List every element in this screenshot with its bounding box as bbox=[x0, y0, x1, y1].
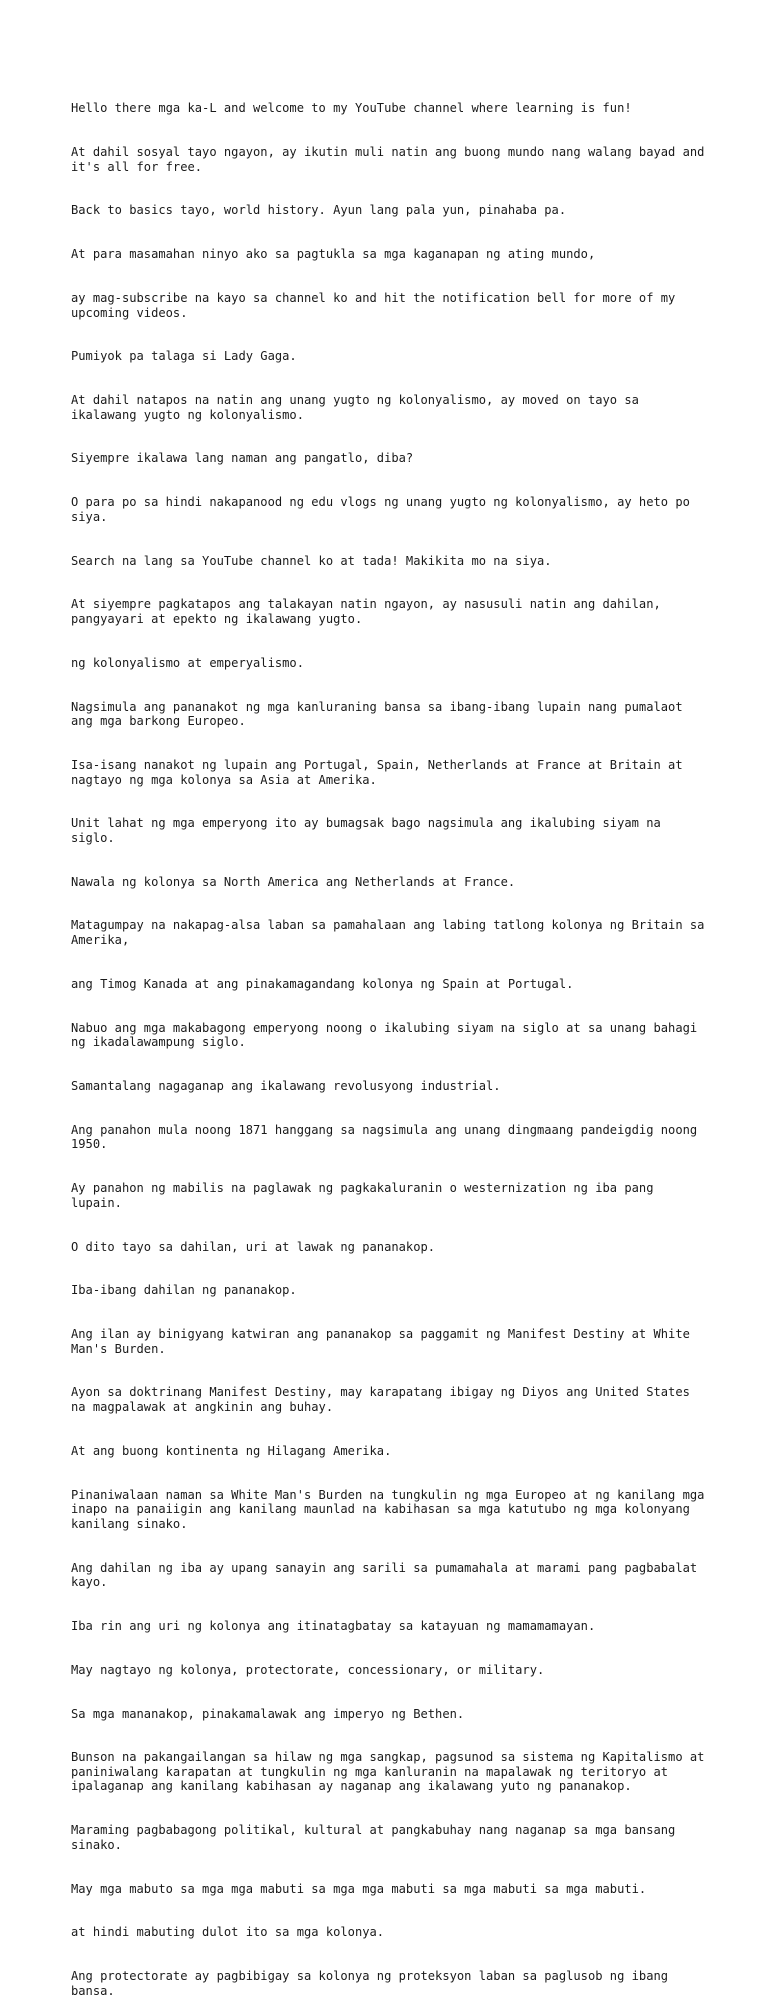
text-line: At siyempre pagkatapos ang talakayan natin ngayon, ay nasusuli natin ang dahilan, pangyayari at epekto ng ikalawang yugto. bbox=[71, 597, 669, 626]
text-line: Pumiyok pa talaga si Lady Gaga. bbox=[71, 349, 297, 364]
text-line: ay mag-subscribe na kayo sa channel ko and hit the notification bell for more of my upcoming videos. bbox=[71, 290, 683, 320]
text-line: at hindi mabuting dulot ito sa mga kolonya. bbox=[71, 1925, 385, 1940]
text-line: Sa mga mananakop, pinakamalawak ang imperyo ng Bethen. bbox=[71, 1706, 465, 1721]
text-line: Nawala ng kolonya sa North America ang Netherlands at France. bbox=[71, 874, 516, 889]
text-line: May mga mabuto sa mga mga mabuti sa mga mga mabuti sa mga mabuti sa mga mabuti. bbox=[71, 1881, 647, 1896]
text-line: ng kolonyalismo at emperyalismo. bbox=[71, 655, 304, 670]
text-line: Ang ilan ay binigyang katwiran ang pananakop sa paggamit ng Manifest Destiny at White Man's Burden. bbox=[71, 1327, 698, 1356]
text-line: Bunson na pakangailangan sa hilaw ng mga sangkap, pagsunod sa sistema ng Kapitalismo at paniniwalang karapatan at tungkulin ng mga kanluranin na mapalawak ng teritoryo at ipalaganap ang kanilang kabihasan ay naganap ang ikalawang yuto ng pananakop. bbox=[71, 1750, 712, 1794]
text-line: Iba-ibang dahilan ng pananakop. bbox=[71, 1283, 297, 1298]
text-line: Pinaniwalaan naman sa White Man's Burden na tungkulin ng mga Europeo at ng kanilang mga inapo na panaiigin ang kanilang maunlad na kabihasan sa mga katutubo ng mga kolonyang kanilang sinako. bbox=[71, 1487, 712, 1531]
document-body bbox=[71, 72, 711, 2013]
text-line: ang Timog Kanada at ang pinakamagandang kolonya ng Spain at Portugal. bbox=[71, 976, 574, 991]
text-line: Search na lang sa YouTube channel ko at tada! Makikita mo na siya. bbox=[71, 553, 552, 568]
text-line: Iba rin ang uri ng kolonya ang itinatagbatay sa katayuan ng mamamamayan. bbox=[71, 1618, 596, 1633]
text-line: Ang protectorate ay pagbibigay sa kolonya ng proteksyon laban sa paglusob ng ibang bansa. bbox=[71, 1969, 676, 1998]
text-line: At para masamahan ninyo ako sa pagtukla sa mga kaganapan ng ating mundo, bbox=[71, 247, 596, 262]
text-line: At ang buong kontinenta ng Hilagang Amerika. bbox=[71, 1443, 392, 1458]
text-line: Ay panahon ng mabilis na paglawak ng pagkakaluranin o westernization ng iba pang lupain. bbox=[71, 1181, 661, 1210]
text-line: Maraming pagbabagong politikal, kultural at pangkabuhay nang naganap sa mga bansang sinako. bbox=[71, 1823, 683, 1852]
text-line: Ang dahilan ng iba ay upang sanayin ang sarili sa pumamahala at marami pang pagbabalat kayo. bbox=[71, 1560, 705, 1590]
text-line: O dito tayo sa dahilan, uri at lawak ng pananakop. bbox=[71, 1239, 436, 1254]
text-line: May nagtayo ng kolonya, protectorate, concessionary, or military. bbox=[71, 1662, 545, 1677]
text-line: At dahil sosyal tayo ngayon, ay ikutin muli natin ang buong mundo nang walang bayad and it's all for free. bbox=[71, 144, 712, 174]
text-line: Unit lahat ng mga emperyong ito ay bumagsak bago nagsimula ang ikalubing siyam na siglo. bbox=[71, 816, 669, 845]
text-line: Samantalang nagaganap ang ikalawang revolusyong industrial. bbox=[71, 1078, 501, 1093]
text-line: Siyempre ikalawa lang naman ang pangatlo, diba? bbox=[71, 451, 414, 466]
text-line: Ang panahon mula noong 1871 hanggang sa nagsimula ang unang dingmaang pandeigdig noong 1950. bbox=[71, 1122, 705, 1152]
text-line: Back to basics tayo, world history. Ayun lang pala yun, pinahaba pa. bbox=[71, 203, 567, 218]
text-line: Nabuo ang mga makabagong emperyong noong o ikalubing siyam na siglo at sa unang bahagi ng ikadalawampung siglo. bbox=[71, 1020, 705, 1050]
text-line: Isa-isang nanakot ng lupain ang Portugal, Spain, Netherlands at France at Britain at nagtayo ng mga kolonya sa Asia at Amerika. bbox=[71, 757, 690, 787]
text-line: Ayon sa doktrinang Manifest Destiny, may karapatang ibigay ng Diyos ang United States na magpalawak at angkinin ang buhay. bbox=[71, 1385, 698, 1415]
text-line: O para po sa hindi nakapanood ng edu vlogs ng unang yugto ng kolonyalismo, ay heto po siya. bbox=[71, 495, 698, 524]
text-line: Nagsimula ang pananakot ng mga kanluraning bansa sa ibang-ibang lupain nang pumalaot ang mga barkong Europeo. bbox=[71, 699, 690, 729]
text-line: Matagumpay na nakapag-alsa laban sa pamahalaan ang labing tatlong kolonya ng Britain sa Amerika, bbox=[71, 918, 712, 948]
text-line: At dahil natapos na natin ang unang yugto ng kolonyalismo, ay moved on tayo sa ikalawang yugto ng kolonyalismo. bbox=[71, 393, 647, 422]
text-line: Hello there mga ka-L and welcome to my YouTube channel where learning is fun! bbox=[71, 101, 632, 116]
